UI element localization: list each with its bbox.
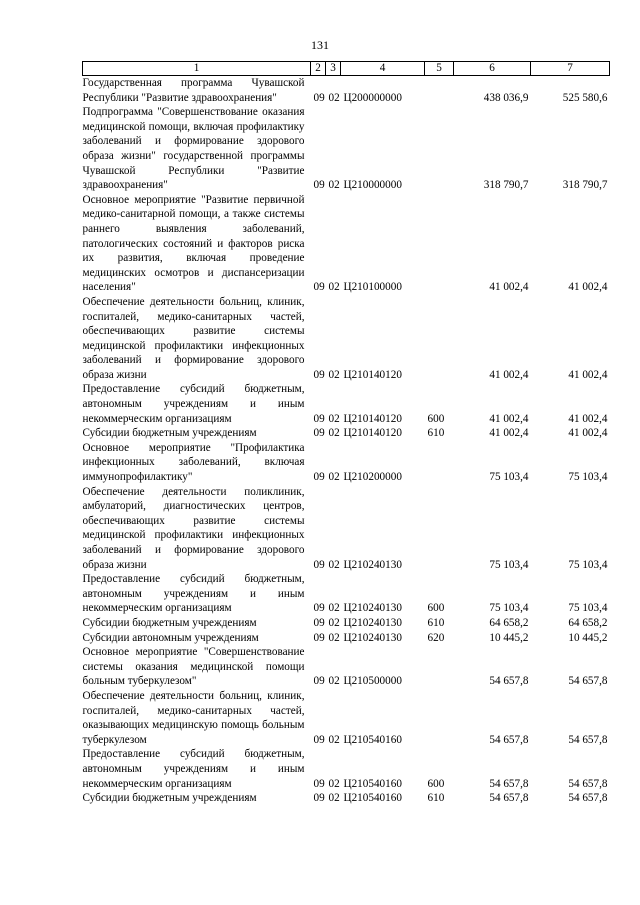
row-name-cell: Предоставление субсидий бюджетным, автономным учреждениям и иным некоммерческим организациям [82, 573, 305, 615]
row-name-cell: Обеспечение деятельности больниц, клиник, госпиталей, медико-санитарных частей, обеспечивающих развитие системы медицинской профилактики инфекционных заболеваний и формирование здорового образа жизни [82, 295, 305, 381]
column-header: 1 [83, 62, 311, 76]
table-row [83, 689, 610, 747]
row-c2-cell: 09 [313, 792, 325, 805]
row-name-cell: Основное мероприятие "Совершенствование системы оказания медицинской помощи больным туберкулезом" [82, 646, 305, 688]
column-header: 6 [454, 62, 531, 76]
table-row [83, 382, 610, 426]
row-c7-cell: 10 445,2 [568, 631, 608, 644]
row-c3-cell: 02 [328, 733, 340, 746]
row-name-cell: Субсидии автономным учреждениям [82, 631, 259, 644]
table-row [83, 441, 610, 485]
row-c2-cell: 09 [313, 368, 325, 381]
table-body [83, 76, 610, 806]
table-row [83, 485, 610, 573]
column-header: 2 [311, 62, 326, 76]
table-row [83, 616, 610, 631]
row-c4-cell: Ц210200000 [343, 471, 402, 484]
row-c7-cell: 41 002,4 [568, 281, 608, 294]
table-row [83, 631, 610, 646]
row-name-cell: Обеспечение деятельности больниц, клиник, госпиталей, медико-санитарных частей, оказывающих медицинскую помощь больным туберкулезом [82, 689, 305, 746]
row-name-cell: Субсидии бюджетным учреждениям [82, 616, 257, 629]
row-c6-cell: 75 103,4 [489, 602, 529, 615]
table-row [83, 426, 610, 441]
row-name-cell: Субсидии бюджетным учреждениям [82, 427, 257, 440]
column-header: 3 [326, 62, 341, 76]
header-row [83, 62, 610, 76]
row-c5-cell: 600 [427, 412, 445, 425]
row-c3-cell: 02 [328, 777, 340, 790]
row-c5-cell [425, 105, 454, 193]
row-name-cell: Субсидии бюджетным учреждениям [82, 792, 257, 805]
row-c7-cell: 41 002,4 [568, 427, 608, 440]
row-c7-cell: 75 103,4 [568, 471, 608, 484]
row-c4-cell: Ц210540160 [343, 777, 402, 790]
row-c7-cell: 318 790,7 [562, 179, 608, 192]
row-c4-cell: Ц210140120 [343, 427, 402, 440]
row-name-cell: Основное мероприятие "Развитие первичной медико-санитарной помощи, а также системы раннего выявления заболеваний, патологических состояний и факторов риска их развития, включая проведение медицинских осмотров и диспансеризации населения" [82, 193, 305, 294]
column-header: 5 [425, 62, 454, 76]
row-c4-cell: Ц200000000 [343, 91, 402, 104]
row-c5-cell: 600 [427, 777, 445, 790]
row-c3-cell: 02 [328, 616, 340, 629]
table-row [83, 645, 610, 689]
row-c4-cell: Ц210000000 [343, 179, 402, 192]
row-c5-cell: 620 [427, 631, 445, 644]
row-c6-cell: 75 103,4 [489, 558, 529, 571]
row-c4-cell: Ц210500000 [343, 675, 402, 688]
row-c7-cell: 75 103,4 [568, 602, 608, 615]
row-c3-cell: 02 [328, 558, 340, 571]
table-row [83, 791, 610, 806]
row-c6-cell: 54 657,8 [489, 675, 529, 688]
row-c3-cell: 02 [328, 602, 340, 615]
row-c4-cell: Ц210240130 [343, 631, 402, 644]
row-c7-cell: 41 002,4 [568, 368, 608, 381]
row-c7-cell: 54 657,8 [568, 675, 608, 688]
row-c6-cell: 41 002,4 [489, 427, 529, 440]
row-name-cell: Государственная программа Чувашской Республики "Развитие здравоохранения" [82, 77, 305, 104]
row-name-cell: Подпрограмма "Совершенствование оказания медицинской помощи, включая профилактику заболеваний и формирование здорового образа жизни" государственной программы Чувашской Республики "Развитие здравоохранения" [82, 106, 305, 192]
row-c3-cell: 02 [328, 412, 340, 425]
row-c5-cell: 610 [427, 792, 445, 805]
table-row [83, 193, 610, 295]
row-c5-cell [425, 689, 454, 747]
row-c3-cell: 02 [328, 471, 340, 484]
row-c3-cell: 02 [328, 281, 340, 294]
row-c7-cell: 54 657,8 [568, 777, 608, 790]
row-c6-cell: 41 002,4 [489, 412, 529, 425]
row-c6-cell: 54 657,8 [489, 733, 529, 746]
table-row [83, 295, 610, 383]
row-c7-cell: 54 657,8 [568, 792, 608, 805]
row-c6-cell: 54 657,8 [489, 777, 529, 790]
budget-table [82, 61, 610, 806]
row-c2-cell: 09 [313, 733, 325, 746]
row-c5-cell [425, 645, 454, 689]
row-c2-cell: 09 [313, 179, 325, 192]
row-c3-cell: 02 [328, 179, 340, 192]
table-row [83, 572, 610, 616]
row-c3-cell: 02 [328, 91, 340, 104]
row-name-cell: Предоставление субсидий бюджетным, автономным учреждениям и иным некоммерческим организациям [82, 748, 305, 790]
row-c7-cell: 41 002,4 [568, 412, 608, 425]
column-header: 4 [341, 62, 425, 76]
row-c5-cell [425, 295, 454, 383]
row-c3-cell: 02 [328, 631, 340, 644]
table-row [83, 76, 610, 106]
row-c6-cell: 41 002,4 [489, 281, 529, 294]
row-c5-cell [425, 485, 454, 573]
row-c7-cell: 75 103,4 [568, 558, 608, 571]
page-number: 131 [311, 38, 329, 52]
row-c6-cell: 41 002,4 [489, 368, 529, 381]
row-c2-cell: 09 [313, 427, 325, 440]
row-c6-cell: 54 657,8 [489, 792, 529, 805]
row-c2-cell: 09 [313, 616, 325, 629]
table-row [83, 105, 610, 193]
row-c7-cell: 54 657,8 [568, 733, 608, 746]
row-c5-cell: 600 [427, 602, 445, 615]
row-c4-cell: Ц210240130 [343, 558, 402, 571]
row-c7-cell: 64 658,2 [568, 616, 608, 629]
row-c3-cell: 02 [328, 675, 340, 688]
row-c4-cell: Ц210240130 [343, 616, 402, 629]
row-c2-cell: 09 [313, 777, 325, 790]
row-c5-cell [425, 76, 454, 106]
row-c6-cell: 318 790,7 [483, 179, 529, 192]
row-c6-cell: 64 658,2 [489, 616, 529, 629]
row-c4-cell: Ц210140120 [343, 412, 402, 425]
row-c4-cell: Ц210540160 [343, 792, 402, 805]
row-c3-cell: 02 [328, 427, 340, 440]
row-c3-cell: 02 [328, 368, 340, 381]
row-name-cell: Предоставление субсидий бюджетным, автономным учреждениям и иным некоммерческим организациям [82, 383, 305, 425]
row-c4-cell: Ц210540160 [343, 733, 402, 746]
column-header: 7 [531, 62, 610, 76]
row-c7-cell: 525 580,6 [562, 91, 608, 104]
row-c4-cell: Ц210140120 [343, 368, 402, 381]
row-c2-cell: 09 [313, 558, 325, 571]
row-c5-cell: 610 [427, 616, 445, 629]
row-c2-cell: 09 [313, 281, 325, 294]
row-name-cell: Основное мероприятие "Профилактика инфекционных заболеваний, включая иммунопрофилактику" [82, 441, 305, 484]
row-c3-cell: 02 [328, 792, 340, 805]
row-c2-cell: 09 [313, 631, 325, 644]
table-row [83, 747, 610, 791]
row-c5-cell [425, 193, 454, 295]
row-c2-cell: 09 [313, 91, 325, 104]
row-c6-cell: 10 445,2 [489, 631, 529, 644]
row-c4-cell: Ц210240130 [343, 602, 402, 615]
row-c6-cell: 75 103,4 [489, 471, 529, 484]
row-c5-cell [425, 441, 454, 485]
row-c2-cell: 09 [313, 675, 325, 688]
row-c2-cell: 09 [313, 602, 325, 615]
row-name-cell: Обеспечение деятельности поликлиник, амбулаторий, диагностических центров, обеспечивающих развитие системы медицинской профилактики инфекционных заболеваний и формирование здорового образа жизни [82, 485, 305, 571]
row-c4-cell: Ц210100000 [343, 281, 402, 294]
row-c2-cell: 09 [313, 471, 325, 484]
row-c5-cell: 610 [427, 427, 445, 440]
row-c2-cell: 09 [313, 412, 325, 425]
row-c6-cell: 438 036,9 [483, 91, 529, 104]
